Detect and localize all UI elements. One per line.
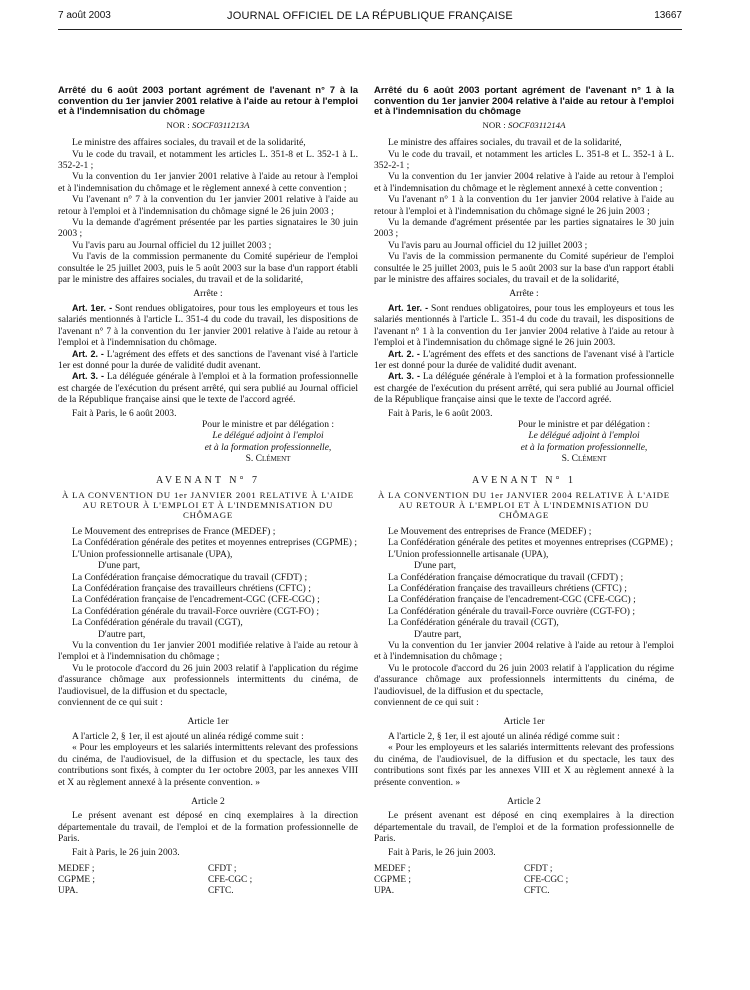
right-party: La Confédération française de l'encadrement-CGC (CFE-CGC) ; xyxy=(388,594,636,606)
left-nor-label: NOR : xyxy=(166,119,190,130)
header-page-number: 13667 xyxy=(654,10,682,21)
right-article-label: Art. 2. - xyxy=(388,348,420,359)
right-party: La Confédération française démocratique du travail (CFDT) ; xyxy=(388,571,624,583)
left-signatories xyxy=(58,864,358,897)
left-article-text: Sont rendues obligatoires, pour tous les employeurs et tous les salariés mentionnés à l'article L. 351-4 du code du travail, les dispositions de l'avenant n° 7 à la convention du 1er janvier 2001 relative à l'aide au retour à l'emploi et à l'indemnisation du chômage. xyxy=(58,302,359,349)
right-vu: Vu l'avis paru au Journal officiel du 12 juillet 2003 ; xyxy=(388,239,588,251)
right-signatory: CGPME ; xyxy=(374,874,411,885)
left-nor-code: SOCF0311213A xyxy=(191,119,250,130)
left-party: La Confédération française de l'encadrement-CGC (CFE-CGC) ; xyxy=(72,594,320,606)
right-vu: Vu la demande d'agrément présentée par les parties signataires le 30 juin 2003 ; xyxy=(374,217,674,240)
right-article1-heading: Article 1er xyxy=(503,716,545,728)
left-article1-heading: Article 1er xyxy=(187,716,229,728)
right-article-text: Sont rendues obligatoires, pour tous les employeurs et tous les salariés mentionnés à l'article L. 351-4 du code du travail, les dispositions de l'avenant n° 1 à la convention du 1er janvier 2004 relative à l'aide au retour à l'emploi et à l'indemnisation du chômage signé le 26 juin 2003. xyxy=(374,302,675,349)
right-vu: Vu le code du travail, et notamment les articles L. 351-8 et L. 352-1 à L. 352-2-1 ; xyxy=(374,148,674,171)
left-article xyxy=(58,303,358,349)
right-party: La Confédération française des travailleurs chrétiens (CFTC) ; xyxy=(388,583,627,594)
left-vu: Vu la convention du 1er janvier 2001 relative à l'aide au retour à l'emploi et à l'indemnisation du chômage et le règlement annexé à cette convention ; xyxy=(58,171,358,194)
right-signatory: UPA. xyxy=(374,885,395,896)
left-signatory: CGPME ; xyxy=(58,874,95,885)
right-party: Le Mouvement des entreprises de France (MEDEF) ; xyxy=(388,525,592,537)
left-article-text: L'agrément des effets et des sanctions de l'avenant visé à l'article 1er est donné pour la durée de validité dudit avenant. xyxy=(58,348,358,371)
right-column xyxy=(374,86,674,897)
left-nor xyxy=(58,120,358,131)
left-convenu: conviennent de ce qui suit : xyxy=(58,697,163,709)
left-sig-line: et à la formation professionnelle, xyxy=(204,441,332,453)
left-dautre-part: D'autre part, xyxy=(98,628,146,640)
left-signatory: CFTC. xyxy=(208,885,234,896)
left-vu2: Vu la convention du 1er janvier 2001 modifiée relative à l'aide au retour à l'emploi et à l'indemnisation du chômage ; xyxy=(58,640,358,663)
right-fait2: Fait à Paris, le 26 juin 2003. xyxy=(388,846,496,858)
right-signatory: MEDEF ; xyxy=(374,863,411,874)
left-party: L'Union professionnelle artisanale (UPA), xyxy=(72,548,233,560)
right-avenant-title: AVENANT N° 1 xyxy=(471,474,577,486)
right-nor-code: SOCF0311214A xyxy=(507,119,566,130)
right-vu2: Vu la convention du 1er janvier 2004 relative à l'aide au retour à l'emploi et à l'indemnisation du chômage ; xyxy=(374,640,674,663)
left-party: La Confédération française des travailleurs chrétiens (CFTC) ; xyxy=(72,583,311,594)
right-article2-text: Le présent avenant est déposé en cinq exemplaires à la direction départementale du travail, de l'emploi et de la formation professionnelle de Paris. xyxy=(374,810,674,845)
right-party: La Confédération générale du travail (CGT), xyxy=(388,617,559,629)
right-vu: Vu la convention du 1er janvier 2004 relative à l'aide au retour à l'emploi et à l'indemnisation du chômage et le règlement annexé à cette convention ; xyxy=(374,171,674,194)
left-party: La Confédération générale du travail (CGT), xyxy=(72,617,243,629)
left-party: Le Mouvement des entreprises de France (MEDEF) ; xyxy=(72,525,276,537)
right-dautre-part: D'autre part, xyxy=(414,628,462,640)
header-journal-title: JOURNAL OFFICIEL DE LA RÉPUBLIQUE FRANÇAISE xyxy=(227,10,513,22)
right-convenu: conviennent de ce qui suit : xyxy=(374,697,479,709)
left-sig-line: Pour le ministre et par délégation : xyxy=(201,418,335,430)
left-avenant-subtitle: À LA CONVENTION DU 1er JANVIER 2001 RELATIVE À L'AIDE AU RETOUR À L'EMPLOI ET À L'INDEMNISATION DU CHÔMAGE xyxy=(62,489,354,520)
right-article xyxy=(374,303,674,349)
right-signature-block xyxy=(494,419,674,465)
right-article xyxy=(374,349,674,372)
right-avenant-subtitle: À LA CONVENTION DU 1er JANVIER 2004 RELATIVE À L'AIDE AU RETOUR À L'EMPLOI ET À L'INDEMNISATION DU CHÔMAGE xyxy=(378,489,670,520)
left-signatory: CFDT ; xyxy=(208,863,237,874)
left-vu: Vu l'avis de la commission permanente du Comité supérieur de l'emploi consultée le 25 juillet 2003, puis le 5 août 2003 sur la base d'un rapport établi par le ministre des affaires sociales, du travail et de la solidarité, xyxy=(58,251,358,286)
right-arrete-word: Arrête : xyxy=(509,288,539,300)
left-article xyxy=(58,349,358,372)
right-sig-line: et à la formation professionnelle, xyxy=(520,441,648,453)
left-vu: Vu le code du travail, et notamment les articles L. 351-8 et L. 352-1 à L. 352-2-1 ; xyxy=(58,148,358,171)
left-article-label: Art. 2. - xyxy=(72,348,104,359)
left-vu: Le ministre des affaires sociales, du travail et de la solidarité, xyxy=(72,137,306,149)
left-fait: Fait à Paris, le 6 août 2003. xyxy=(72,407,177,419)
left-dune-part: D'une part, xyxy=(98,560,141,572)
left-article-label: Art. 3. - xyxy=(72,371,104,382)
page-header xyxy=(58,10,682,26)
left-fait2: Fait à Paris, le 26 juin 2003. xyxy=(72,846,180,858)
right-signatory: CFE-CGC ; xyxy=(524,874,569,885)
right-vu2: Vu le protocole d'accord du 26 juin 2003 relatif à l'application du régime d'assurance chômage aux professionnels intermittents du cinéma, de l'audiovisuel, de la diffusion et du spectacle, xyxy=(374,662,674,697)
header-rule xyxy=(58,29,682,30)
left-arrete-word: Arrête : xyxy=(193,288,223,300)
left-article2-heading: Article 2 xyxy=(191,795,225,807)
header-date: 7 août 2003 xyxy=(58,10,111,21)
left-vu: Vu la demande d'agrément présentée par les parties signataires le 30 juin 2003 ; xyxy=(58,217,358,240)
left-party: La Confédération française démocratique du travail (CFDT) ; xyxy=(72,571,308,583)
right-article-label: Art. 3. - xyxy=(388,371,420,382)
right-nor xyxy=(374,120,674,131)
right-sig-line: Pour le ministre et par délégation : xyxy=(517,418,651,430)
left-article-label: Art. 1er. - xyxy=(72,302,113,313)
right-signatory: CFDT ; xyxy=(524,863,553,874)
left-vu2: Vu le protocole d'accord du 26 juin 2003 relatif à l'application du régime d'assurance chômage aux professionnels intermittents du cinéma, de l'audiovisuel, de la diffusion et du spectacle, xyxy=(58,662,358,697)
left-sig-line: Le délégué adjoint à l'emploi xyxy=(212,430,324,442)
left-arrete-title: Arrêté du 6 août 2003 portant agrément de l'avenant n° 7 à la convention du 1er janvier 2001 relative à l'aide au retour à l'emploi et à l'indemnisation du chômage xyxy=(58,85,358,118)
left-signatory: UPA. xyxy=(58,885,79,896)
right-article-text: La déléguée générale à l'emploi et à la formation professionnelle est chargée de l'exécution du présent arrêté, qui sera publié au Journal officiel de la République française ainsi que le texte de l'accord agréé. xyxy=(374,371,674,406)
left-party: La Confédération générale du travail-Force ouvrière (CGT-FO) ; xyxy=(72,605,319,617)
left-vu: Vu l'avis paru au Journal officiel du 12 juillet 2003 ; xyxy=(72,239,272,251)
left-article-text: La déléguée générale à l'emploi et à la formation professionnelle est chargée de l'exécution du présent arrêté, qui sera publié au Journal officiel de la République française ainsi que le texte de l'accord agréé. xyxy=(58,371,358,406)
left-signatory: MEDEF ; xyxy=(58,863,95,874)
right-party: La Confédération générale des petites et moyennes entreprises (CGPME) ; xyxy=(388,537,673,549)
right-arrete-title: Arrêté du 6 août 2003 portant agrément de l'avenant n° 1 à la convention du 1er janvier 2004 relative à l'aide au retour à l'emploi et à l'indemnisation du chômage xyxy=(374,85,674,118)
left-avenant-title: AVENANT N° 7 xyxy=(155,474,261,486)
right-vu: Vu l'avis de la commission permanente du Comité supérieur de l'emploi consultée le 25 juillet 2003, puis le 5 août 2003 sur la base d'un rapport établi par le ministre des affaires sociales, du travail et de la solidarité, xyxy=(374,251,674,286)
right-article-label: Art. 1er. - xyxy=(388,302,429,313)
left-signature-block xyxy=(178,419,358,465)
left-article1-text: A l'article 2, § 1er, il est ajouté un alinéa rédigé comme suit : xyxy=(72,730,304,742)
left-article xyxy=(58,371,358,405)
right-signatory: CFTC. xyxy=(524,885,550,896)
right-article xyxy=(374,371,674,405)
right-nor-label: NOR : xyxy=(482,119,506,130)
left-vu: Vu l'avenant n° 7 à la convention du 1er janvier 2001 relative à l'aide au retour à l'emploi et à l'indemnisation du chômage signé le 26 juin 2003 ; xyxy=(58,194,358,217)
right-signatories xyxy=(374,864,674,897)
right-party: La Confédération générale du travail-Force ouvrière (CGT-FO) ; xyxy=(388,605,635,617)
right-article1-text: A l'article 2, § 1er, il est ajouté un alinéa rédigé comme suit : xyxy=(388,730,620,742)
left-sig-name: S. Clément xyxy=(245,453,291,465)
left-article1-quote: « Pour les employeurs et les salariés intermittents relevant des professions du cinéma, de l'audiovisuel, de la diffusion et du spectacle, les taux des contributions sont fixés, à compter du 1er octobre 2003, par les annexes VIII et X au règlement annexé à la présente convention. » xyxy=(58,742,358,788)
right-sig-line: Le délégué adjoint à l'emploi xyxy=(528,430,640,442)
left-signatory: CFE-CGC ; xyxy=(208,874,253,885)
right-party: L'Union professionnelle artisanale (UPA), xyxy=(388,548,549,560)
right-dune-part: D'une part, xyxy=(414,560,457,572)
left-party: La Confédération générale des petites et moyennes entreprises (CGPME) ; xyxy=(72,537,357,549)
left-column xyxy=(58,86,358,897)
right-sig-name: S. Clément xyxy=(561,453,607,465)
right-fait: Fait à Paris, le 6 août 2003. xyxy=(388,407,493,419)
left-article2-text: Le présent avenant est déposé en cinq exemplaires à la direction départementale du travail, de l'emploi et de la formation professionnelle de Paris. xyxy=(58,810,358,845)
right-article-text: L'agrément des effets et des sanctions de l'avenant visé à l'article 1er est donné pour la durée de validité dudit avenant. xyxy=(374,348,674,371)
right-article1-quote: « Pour les employeurs et les salariés intermittents relevant des professions du cinéma, de l'audiovisuel, de la diffusion et du spectacle, les taux des contributions sont fixés par les annexes VIII et X au règlement annexé à la présente convention. » xyxy=(374,742,674,788)
right-vu: Vu l'avenant n° 1 à la convention du 1er janvier 2004 relative à l'aide au retour à l'emploi et à l'indemnisation du chômage signé le 26 juin 2003 ; xyxy=(374,194,674,217)
right-vu: Le ministre des affaires sociales, du travail et de la solidarité, xyxy=(388,137,622,149)
right-article2-heading: Article 2 xyxy=(507,795,541,807)
